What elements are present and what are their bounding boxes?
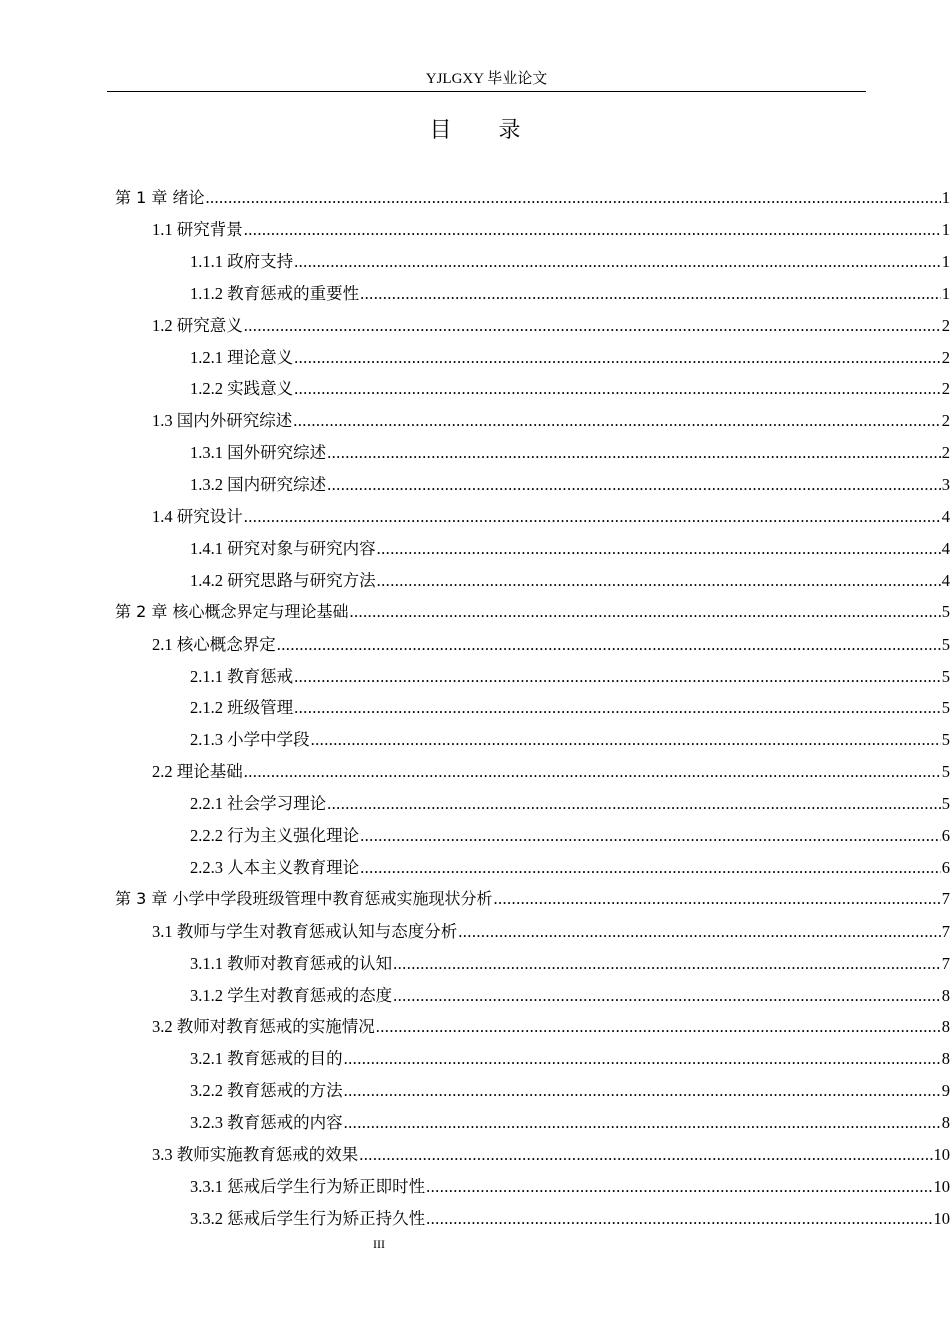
toc-entry-label: 第 2 章 核心概念界定与理论基础 (115, 602, 349, 622)
dot-leader (360, 858, 941, 878)
toc-entry[interactable] (0, 563, 950, 595)
toc-entry-page: 10 (933, 1176, 950, 1196)
toc-entry-page: 7 (941, 889, 950, 909)
toc-entry-page: 5 (941, 762, 950, 782)
toc-entry[interactable] (0, 467, 950, 499)
toc-entry-label: 1.2.2 实践意义 (190, 379, 294, 399)
toc-entry[interactable] (0, 786, 950, 818)
toc-entry-label: 1.2 研究意义 (152, 315, 243, 335)
dot-leader (360, 284, 941, 304)
dot-leader (344, 1081, 941, 1101)
toc-entry[interactable] (0, 722, 950, 754)
dot-leader (294, 698, 941, 718)
toc-entry-page: 3 (941, 475, 950, 495)
toc-entry[interactable] (0, 308, 950, 340)
dot-leader (327, 443, 941, 463)
toc-entry-label: 3.1.2 学生对教育惩戒的态度 (190, 985, 393, 1005)
dot-leader (294, 379, 941, 399)
toc-entry-label: 2.2 理论基础 (152, 762, 243, 782)
toc-entry[interactable] (0, 978, 950, 1010)
toc-entry-page: 10 (933, 1208, 950, 1228)
toc-entry[interactable] (0, 754, 950, 786)
toc-entry-page: 8 (941, 1017, 950, 1037)
toc-entry-label: 1.2.1 理论意义 (190, 347, 294, 367)
toc-entry-label: 1.3.1 国外研究综述 (190, 443, 327, 463)
dot-leader (493, 889, 940, 909)
dot-leader (327, 794, 941, 814)
dot-leader (376, 1017, 941, 1037)
toc-entry-page: 7 (941, 921, 950, 941)
toc-entry[interactable] (0, 499, 950, 531)
toc-entry-page: 2 (941, 411, 950, 431)
dot-leader (244, 220, 941, 240)
toc-entry-page: 5 (941, 730, 950, 750)
toc-entry-label: 3.2 教师对教育惩戒的实施情况 (152, 1017, 375, 1037)
dot-leader (294, 667, 941, 687)
toc-entry-page: 1 (941, 283, 950, 303)
toc-entry-page: 5 (941, 794, 950, 814)
toc-entry-label: 1.3.2 国内研究综述 (190, 475, 327, 495)
dot-leader (327, 475, 941, 495)
toc-entry[interactable] (0, 1201, 950, 1233)
toc-entry-label: 3.3.1 惩戒后学生行为矫正即时性 (190, 1176, 426, 1196)
dot-leader (393, 986, 941, 1006)
toc-entry[interactable] (0, 1041, 950, 1073)
page-header: YJLGXY 毕业论文 (425, 71, 548, 87)
toc-entry-label: 1.1.2 教育惩戒的重要性 (190, 283, 360, 303)
toc-entry[interactable] (0, 914, 950, 946)
toc-entry-label: 2.2.3 人本主义教育理论 (190, 857, 360, 877)
toc-entry-page: 4 (941, 507, 950, 526)
dot-leader (244, 316, 941, 336)
dot-leader (294, 252, 941, 272)
dot-leader (277, 635, 941, 655)
toc-entry-label: 2.2.2 行为主义强化理论 (190, 826, 360, 845)
toc-entry-page: 5 (941, 634, 950, 654)
toc-entry[interactable] (0, 659, 950, 691)
dot-leader (393, 954, 941, 974)
header-rule (107, 91, 866, 92)
toc-entry-page: 7 (941, 953, 950, 973)
toc-entry-page: 5 (941, 666, 950, 686)
toc-entry-label: 第 3 章 小学中学段班级管理中教育惩戒实施现状分析 (115, 889, 493, 909)
toc-entry-label: 1.3 国内外研究综述 (152, 411, 293, 431)
toc-entry-label: 3.1.1 教师对教育惩戒的认知 (190, 953, 393, 973)
toc-entry[interactable] (0, 371, 950, 403)
toc-entry[interactable] (0, 276, 950, 308)
toc-entry-label: 3.3.2 惩戒后学生行为矫正持久性 (190, 1208, 426, 1228)
toc-entry-page: 5 (941, 602, 950, 622)
dot-leader (293, 411, 941, 431)
toc-entry[interactable] (0, 1137, 950, 1169)
dot-leader (359, 1145, 932, 1165)
toc-entry[interactable] (0, 1073, 950, 1105)
dot-leader (311, 730, 941, 750)
toc-entry-label: 3.3 教师实施教育惩戒的效果 (152, 1145, 359, 1164)
toc-entry[interactable] (0, 1169, 950, 1201)
toc-entry-label: 第 1 章 绪论 (115, 187, 205, 207)
toc-entry-label: 1.4.1 研究对象与研究内容 (190, 538, 376, 558)
toc-entry-page: 4 (941, 538, 950, 558)
dot-leader (458, 922, 941, 942)
toc-entry-label: 3.2.3 教育惩戒的内容 (190, 1113, 343, 1133)
toc-entry[interactable] (0, 244, 950, 276)
toc-entry-page: 6 (941, 826, 950, 845)
toc-entry-label: 2.1.2 班级管理 (190, 698, 294, 718)
toc-entry-label: 3.2.1 教育惩戒的目的 (190, 1049, 343, 1069)
page-number: III (373, 1237, 385, 1251)
toc-entry-label: 3.2.2 教育惩戒的方法 (190, 1081, 343, 1101)
toc-entry[interactable] (0, 850, 950, 882)
toc-entry-page: 4 (941, 570, 950, 590)
toc-entry-label: 1.4.2 研究思路与研究方法 (190, 570, 376, 590)
dot-leader (344, 1049, 941, 1069)
toc-entry-page: 1 (941, 187, 950, 207)
toc-entry-label: 1.4 研究设计 (152, 507, 243, 526)
dot-leader (426, 1209, 932, 1229)
dot-leader (426, 1177, 932, 1197)
toc-entry-page: 5 (941, 698, 950, 718)
dot-leader (344, 1113, 941, 1133)
toc-entry-page: 2 (941, 443, 950, 463)
dot-leader (349, 602, 940, 622)
toc-entry[interactable] (0, 1105, 950, 1137)
dot-leader (244, 507, 941, 527)
toc-entry-page: 8 (941, 1113, 950, 1133)
dot-leader (294, 348, 941, 368)
toc-entry-page: 2 (941, 347, 950, 367)
toc-entry[interactable] (0, 531, 950, 563)
toc-entry-label: 2.2.1 社会学习理论 (190, 794, 327, 814)
dot-leader (360, 826, 941, 846)
toc-entry-label: 2.1.3 小学中学段 (190, 730, 310, 750)
toc-entry[interactable] (0, 180, 950, 212)
toc-entry-page: 1 (941, 251, 950, 271)
toc-entry[interactable] (0, 1009, 950, 1041)
dot-leader (377, 539, 941, 559)
toc-entry-page: 1 (941, 219, 950, 239)
toc-entry-page: 9 (941, 1081, 950, 1101)
toc-entry-label: 1.1 研究背景 (152, 219, 243, 239)
toc-entry-label: 2.1.1 教育惩戒 (190, 666, 294, 686)
toc-entry-label: 2.1 核心概念界定 (152, 634, 276, 654)
toc-entry[interactable] (0, 882, 950, 914)
toc-entry-label: 1.1.1 政府支持 (190, 251, 294, 271)
dot-leader (377, 571, 941, 591)
toc-entry-page: 8 (941, 1049, 950, 1069)
toc-entry[interactable] (0, 690, 950, 722)
toc-entry[interactable] (0, 818, 950, 850)
dot-leader (244, 762, 941, 782)
dot-leader (205, 188, 940, 208)
toc-entry-page: 6 (941, 857, 950, 877)
toc-title: 目 录 (429, 118, 541, 143)
toc-entry-page: 10 (933, 1145, 950, 1164)
toc-entry-page: 2 (941, 315, 950, 335)
toc-entry[interactable] (0, 212, 950, 244)
toc-entry[interactable] (0, 340, 950, 372)
toc-entry-page: 2 (941, 379, 950, 399)
toc-entry[interactable] (0, 595, 950, 627)
toc-entry[interactable] (0, 946, 950, 978)
toc-entry[interactable] (0, 435, 950, 467)
toc-entry[interactable] (0, 403, 950, 435)
toc-entry-page: 8 (941, 985, 950, 1005)
toc-entry-label: 3.1 教师与学生对教育惩戒认知与态度分析 (152, 921, 458, 941)
toc-entry[interactable] (0, 627, 950, 659)
